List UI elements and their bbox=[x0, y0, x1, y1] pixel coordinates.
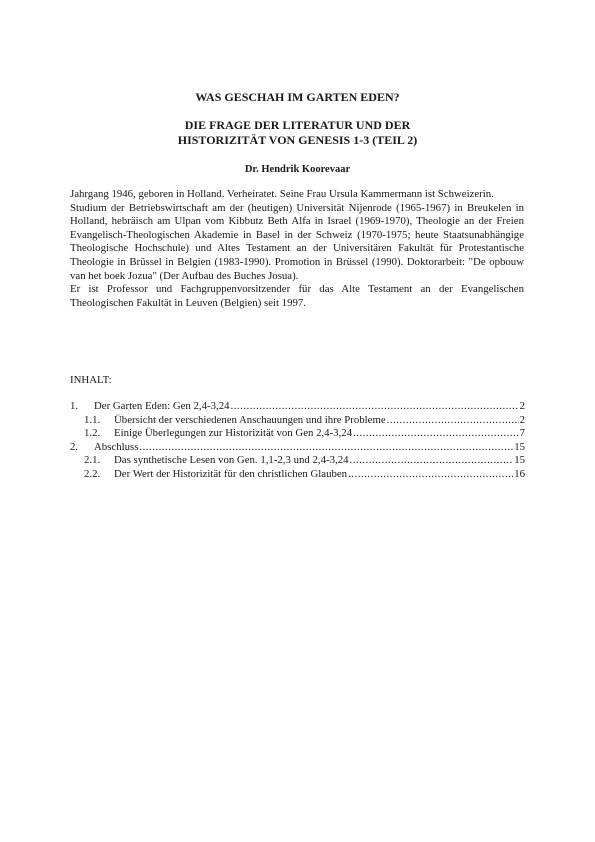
toc-dot-leader bbox=[348, 468, 513, 482]
author-name: Dr. Hendrik Koorevaar bbox=[244, 164, 351, 175]
toc-entry-title: Der Garten Eden: Gen 2,4-3,24 bbox=[94, 400, 230, 412]
toc-entry-number: 1. bbox=[70, 400, 79, 412]
toc-entry-2-2[interactable] bbox=[70, 468, 525, 482]
toc-dot-leader bbox=[139, 441, 513, 455]
toc-dot-leader bbox=[350, 454, 514, 468]
toc-entry-number: 1.2. bbox=[84, 427, 101, 440]
toc-entry-1-1[interactable] bbox=[70, 414, 525, 428]
toc-entry-page: 7 bbox=[519, 427, 525, 440]
toc-entry-number: 2.2. bbox=[84, 467, 101, 480]
toc-dot-leader bbox=[387, 414, 519, 428]
toc-entry-title: Der Wert der Historizität für den christlichen Glauben bbox=[114, 467, 348, 480]
toc-heading: INHALT: bbox=[70, 374, 112, 386]
document-title-line-3: HISTORIZITÄT VON GENESIS 1-3 (TEIL 2) bbox=[177, 133, 418, 147]
document-title-line-2: DIE FRAGE DER LITERATUR UND DER bbox=[184, 118, 411, 132]
bio-paragraph-3: Er ist Professor und Fachgruppenvorsitzender für das Alte Testament an der Evangelischen Theologischen Fakultät in Leuven (Belgien) seit 1997. bbox=[70, 283, 524, 309]
toc-entry-page: 16 bbox=[514, 467, 525, 480]
toc-entry-page: 15 bbox=[514, 454, 525, 467]
toc-entry-2[interactable] bbox=[70, 441, 525, 455]
toc-entry-number: 1.1. bbox=[84, 413, 101, 426]
toc-dot-leader bbox=[231, 400, 519, 414]
toc-entry-page: 15 bbox=[514, 440, 525, 453]
toc-dot-leader bbox=[353, 427, 519, 441]
toc-entry-title: Das synthetische Lesen von Gen. 1,1-2,3 und 2,4-3,24 bbox=[114, 454, 349, 467]
toc-entry-title: Abschluss bbox=[94, 440, 139, 453]
toc-entry-title: Einige Überlegungen zur Historizität von Gen 2,4-3,24 bbox=[114, 427, 353, 440]
document-title-line-1: WAS GESCHAH IM GARTEN EDEN? bbox=[195, 90, 400, 104]
table-of-contents bbox=[70, 400, 525, 482]
author-bio bbox=[70, 188, 524, 310]
toc-entry-2-1[interactable] bbox=[70, 454, 525, 468]
toc-entry-page: 2 bbox=[519, 413, 525, 426]
toc-entry-number: 2. bbox=[70, 440, 79, 453]
toc-entry-number: 2.1. bbox=[84, 454, 101, 467]
toc-entry-1[interactable] bbox=[70, 400, 525, 414]
toc-entry-title: Übersicht der verschiedenen Anschauungen und ihre Probleme bbox=[114, 413, 386, 426]
toc-entry-page: 2 bbox=[519, 400, 525, 412]
bio-paragraph-2: Studium der Betriebswirtschaft am der (heutigen) Universität Nijenrode (1965-1967) in Breukelen in Holland, hebräisch am Ulpan vom Kibbutz Beth Alfa in Israel (1969-1970), Theologie an der Freien Evangelisch-Theologischen Akademie in Basel in der Schweiz (1970-1975; heute Staatsunabhängige Theologische Hochschule) und Altes Testament an der Universitären Fakultät für Protestantische Theologie in Brüssel in Belgien (1983-1990). Promotion in Brüssel (1990). Doktorarbeit: "De opbouw van het boek Jozua" (Der Aufbau des Buches Josua). bbox=[70, 201, 524, 282]
bio-paragraph-1: Jahrgang 1946, geboren in Holland. Verheiratet. Seine Frau Ursula Kammermann ist Schweizerin. bbox=[70, 188, 494, 200]
toc-entry-1-2[interactable] bbox=[70, 427, 525, 441]
